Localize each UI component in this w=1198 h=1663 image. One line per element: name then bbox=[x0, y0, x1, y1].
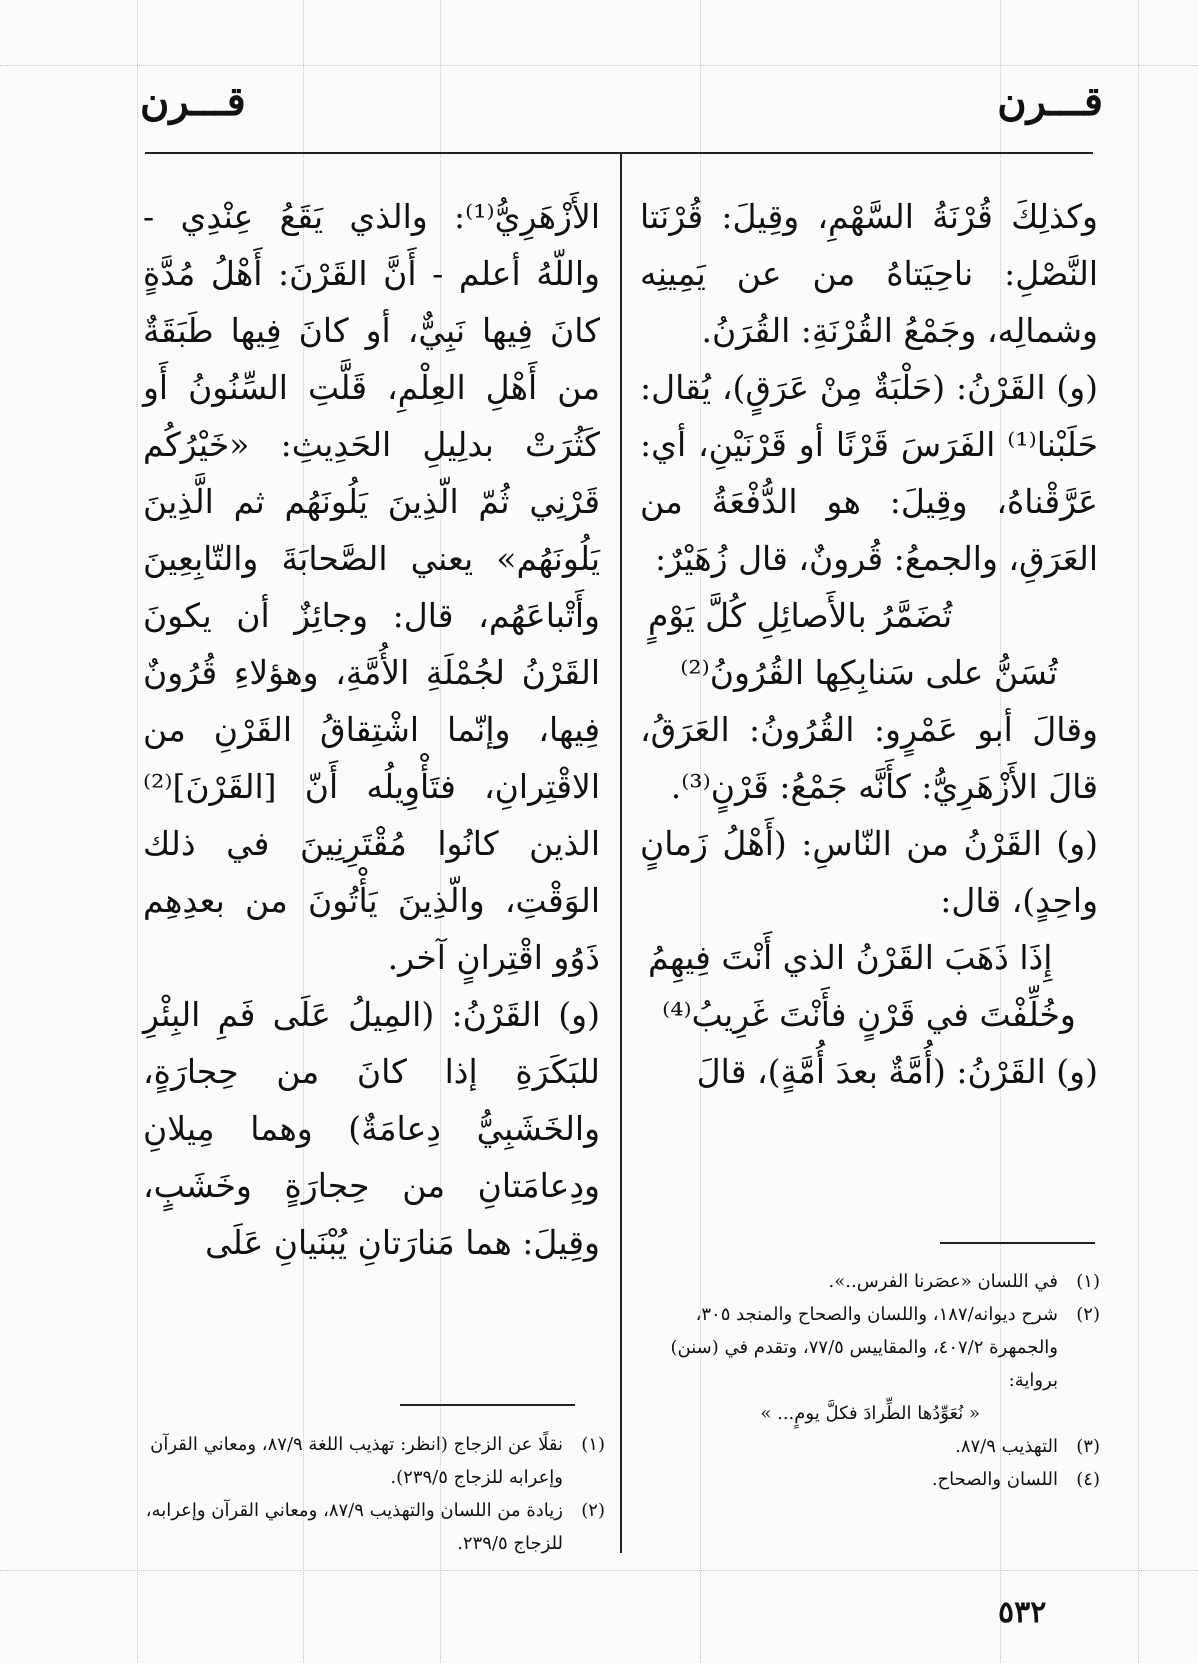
verse-line: إِذَا ذَهَبَ القَرْنُ الذي أَنْتَ فِيهِمُ bbox=[648, 938, 1053, 977]
footnote-text: اللسان والصحاح. bbox=[931, 1469, 1058, 1490]
footnote bbox=[145, 1428, 605, 1494]
footnote-number: (١) bbox=[1076, 1271, 1100, 1292]
paragraph: (و) القَرْنُ: (أُمَّةٌ بعدَ أُمَّةٍ)، قالَ bbox=[696, 1052, 1098, 1091]
footnote-number: (٤) bbox=[1076, 1469, 1100, 1490]
verse-line: تُسَنُّ على سَنابِكِها القُرُونُ⁽²⁾ bbox=[680, 653, 1058, 692]
paragraph: (و) القَرْنُ: (المِيلُ عَلَى فَمِ البِئْرِ للبَكَرَةِ إذا كانَ من حِجارَةٍ، والخَشَبِيُّ دِعامَةٌ) وهما مِيلانِ ودِعامَتانِ من حِجارَةٍ وخَشَبٍ، وقِيلَ: هما مَنارَتانِ يُبْنَيانِ عَلَى bbox=[143, 995, 600, 1262]
footnote-number: (٣) bbox=[1076, 1436, 1100, 1457]
paragraph: وقالَ أبو عَمْرٍو: القُرُونُ: العَرَقُ، قالَ الأَزْهَرِيُّ: كأَنَّه جَمْعُ: قَرْنٍ⁽³⁾. bbox=[640, 710, 1098, 806]
footnote-text: في اللسان «عصَرنا الفرس..». bbox=[828, 1271, 1058, 1292]
footnotes-right bbox=[650, 1265, 1100, 1496]
footnote bbox=[650, 1265, 1100, 1298]
footnote-text: زيادة من اللسان والتهذيب ٨٧/٩، ومعاني القرآن وإعرابه، للزجاج ٢٣٩/٥. bbox=[145, 1500, 563, 1554]
scan-gridline bbox=[0, 1570, 1198, 1571]
left-column bbox=[143, 188, 600, 1271]
footnote bbox=[650, 1430, 1100, 1463]
paragraph: (و) القَرْنُ من النّاسِ: (أَهْلُ زَمانٍ واحِدٍ)، قال: bbox=[640, 824, 1098, 920]
verse-line: تُضَمَّرُ بالأَصائِلِ كُلَّ يَوْمٍ bbox=[648, 596, 953, 635]
paragraph: وكذلِكَ قُرْنَةُ السَّهْمِ، وقِيلَ: قُرْنَتا النَّصْلِ: ناحِيَتاهُ من عن يَمِينِه وشمالِه، وجَمْعُ القُرْنَةِ: القُرَنُ. bbox=[640, 197, 1098, 350]
header-left-title: قـــرن bbox=[140, 78, 246, 125]
page-number: ٥٣٢ bbox=[998, 1595, 1047, 1630]
scan-gridline bbox=[137, 0, 138, 1663]
footnote-text: « نُعَوِّدُها الطِّرادَ فكلَّ يومٍ... » bbox=[760, 1403, 980, 1424]
footnote bbox=[650, 1463, 1100, 1496]
footnote-quote bbox=[650, 1397, 1100, 1430]
footnote-rule bbox=[400, 1404, 575, 1406]
paragraph: (و) القَرْنُ: (حَلْبَةٌ مِنْ عَرَقٍ)، يُقال: حَلَبْنا⁽¹⁾ الفَرَسَ قَرْنًا أو قَرْنَيْنِ، أي: عَرَّقْناهُ، وقِيلَ: هو الدُّفْعَةُ من العَرَقِ، والجمعُ: قُرونٌ، قال زُهَيْرٌ: bbox=[640, 368, 1098, 578]
paragraph: الأَزْهَرِيُّ⁽¹⁾: والذي يَقَعُ عِنْدِي - واللّهُ أعلم - أَنَّ القَرْنَ: أَهْلُ مُدَّةٍ كانَ فِيها نَبِيٌّ، أو كانَ فِيها طَبَقَةٌ من أَهْلِ العِلْمِ، قَلَّتِ السِّنُونُ أَو كَثُرَتْ بدلِيلِ الحَدِيثِ: «خَيْرُكُم قَرْنِي ثُمّ الّذِينَ يَلُونَهُم ثم الَّذِينَ يَلُونَهُم» يعني الصَّحابَةَ والتّابِعِينَ وأَتْباعَهُم، قال: وجائِزٌ أن يكونَ القَرْنُ لجُمْلَةِ الأُمَّةِ، وهؤلاءِ قُرُونٌ فِيها، وإنّما اشْتِقاقُ القَرْنِ من الاقْتِرانِ، فتَأْوِيلُه أَنّ [القَرْنَ]⁽²⁾ الذين كانُوا مُقْتَرِنِينَ في ذلك الوَقْتِ، والّذِينَ يَأْتُونَ من بعدِهِم ذَوُو اقْتِرانٍ آخر. bbox=[143, 197, 600, 977]
header-rule bbox=[145, 152, 1093, 154]
footnote-number: (٢) bbox=[1076, 1304, 1100, 1325]
right-column bbox=[640, 188, 1098, 1100]
footnote-number: (٢) bbox=[581, 1500, 605, 1521]
footnote-text: شرح ديوانه/١٨٧، واللسان والصحاح والمنجد ٣٠٥، والجمهرة ٤٠٧/٢، والمقاييس ٧٧/٥، وتقدم في (سنن) برواية: bbox=[670, 1304, 1058, 1391]
footnotes-left bbox=[145, 1428, 605, 1560]
footnote-number: (١) bbox=[581, 1434, 605, 1455]
scan-gridline bbox=[0, 65, 1198, 66]
verse-line: وخُلِّفْتَ في قَرْنٍ فأَنْتَ غَرِيبُ⁽⁴⁾ bbox=[662, 995, 1076, 1034]
footnote bbox=[650, 1298, 1100, 1397]
footnote-text: نقلًا عن الزجاج (انظر: تهذيب اللغة ٨٧/٩، ومعاني القرآن وإعرابه للزجاج ٢٣٩/٥). bbox=[150, 1434, 563, 1488]
header-right-title: قـــرن bbox=[997, 78, 1103, 125]
footnote-rule bbox=[940, 1242, 1095, 1244]
column-divider bbox=[620, 153, 622, 1553]
scan-gridline bbox=[1138, 0, 1139, 1663]
footnote bbox=[145, 1494, 605, 1560]
footnote-text: التهذيب ٨٧/٩. bbox=[955, 1436, 1058, 1457]
